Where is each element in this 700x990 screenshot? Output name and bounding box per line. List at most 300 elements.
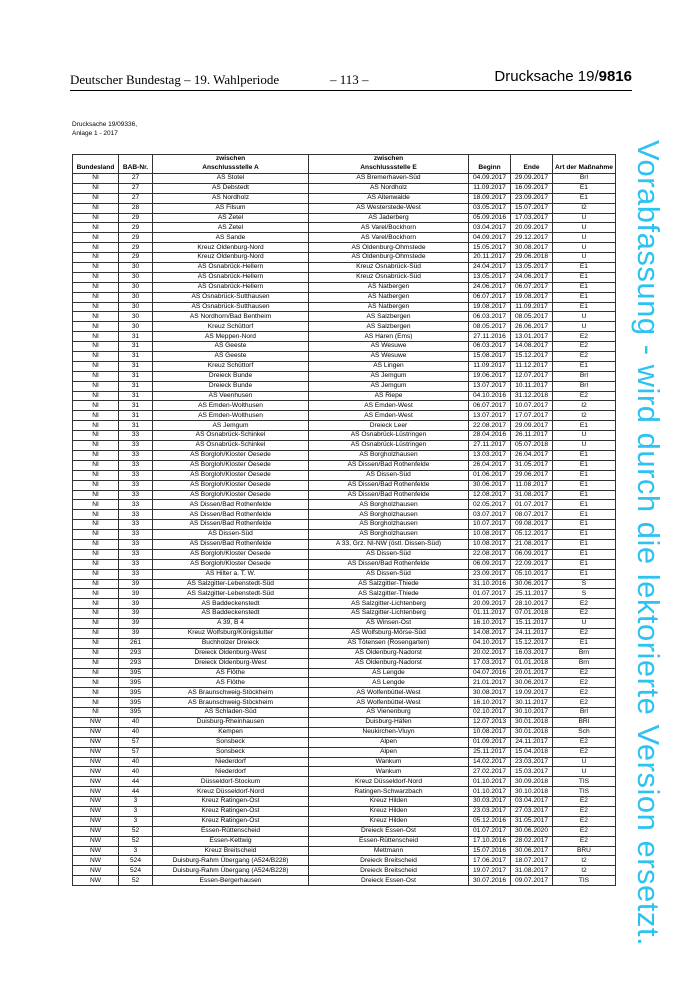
cell-ende: 28.10.2017 [511,599,553,609]
cell-ende: 30.01.2018 [511,727,553,737]
cell-bundesland: NI [73,678,119,688]
cell-bab: 31 [119,342,153,352]
cell-stelle-e: AS Nordholz [309,183,469,193]
cell-bab: 30 [119,302,153,312]
cell-ende: 19.09.2017 [511,688,553,698]
cell-ende: 24.06.2017 [511,272,553,282]
cell-stelle-a: AS Borgloh/Kloster Oesede [153,460,309,470]
cell-bab: 31 [119,421,153,431]
table-row [73,836,616,846]
cell-ende: 11.08.2017 [511,480,553,490]
table-row [73,381,616,391]
table-row [73,569,616,579]
table-row [73,272,616,282]
cell-beginn: 03.04.2017 [469,223,511,233]
cell-art: Brn [553,658,616,668]
table-row [73,797,616,807]
cell-art: U [553,757,616,767]
cell-stelle-e: AS Borgholzhausen [309,510,469,520]
cell-stelle-e: Alpen [309,747,469,757]
cell-bab: 39 [119,589,153,599]
cell-stelle-e: AS Dissen-Süd [309,549,469,559]
table-row [73,361,616,371]
cell-stelle-a: AS Dissen/Bad Rothenfelde [153,539,309,549]
cell-art: E2 [553,678,616,688]
cell-stelle-e: Alpen [309,737,469,747]
cell-bundesland: NI [73,441,119,451]
cell-stelle-a: AS Dissen/Bad Rothenfelde [153,520,309,530]
cell-stelle-a: Dreieck Bunde [153,381,309,391]
cell-stelle-e: AS Wolfenbüttel-West [309,698,469,708]
table-row [73,619,616,629]
cell-ende: 18.07.2017 [511,856,553,866]
cell-stelle-a: Kreuz Wolfsburg/Königslutter [153,628,309,638]
cell-bab: 29 [119,233,153,243]
cell-beginn: 14.08.2017 [469,628,511,638]
cell-ende: 15.07.2017 [511,203,553,213]
cell-stelle-e: AS Jemgum [309,381,469,391]
table-row [73,668,616,678]
th-zwischen-a: zwischen [153,155,309,165]
cell-stelle-e: Wankum [309,757,469,767]
cell-ende: 09.08.2017 [511,520,553,530]
cell-bab: 33 [119,460,153,470]
cell-bab: 3 [119,846,153,856]
cell-bab: 524 [119,856,153,866]
cell-art: I2 [553,401,616,411]
cell-stelle-e: AS Oldenburg-Ohmstede [309,253,469,263]
cell-stelle-a: AS Geeste [153,342,309,352]
cell-stelle-a: Dreieck Oldenburg-West [153,658,309,668]
cell-art: E1 [553,263,616,273]
table-row [73,549,616,559]
cell-bundesland: NI [73,569,119,579]
table-row [73,510,616,520]
cell-bab: 33 [119,480,153,490]
cell-beginn: 27.11.2017 [469,441,511,451]
cell-bundesland: NW [73,787,119,797]
cell-bundesland: NW [73,717,119,727]
cell-bundesland: NI [73,658,119,668]
cell-art: S [553,589,616,599]
cell-stelle-a: AS Emden-Wolthusen [153,401,309,411]
cell-stelle-e: AS Oldenburg-Nadorst [309,648,469,658]
cell-ende: 26.04.2017 [511,450,553,460]
cell-stelle-a: AS Osnabrück-Schinkel [153,431,309,441]
cell-stelle-a: A 39, B 4 [153,619,309,629]
cell-bundesland: NI [73,174,119,184]
table-row [73,431,616,441]
cell-stelle-e: AS Osnabrück-Lüstringen [309,431,469,441]
cell-bundesland: NI [73,619,119,629]
cell-art: E2 [553,599,616,609]
cell-stelle-a: AS Sande [153,233,309,243]
cell-beginn: 13.05.2017 [469,272,511,282]
cell-art: Sch [553,727,616,737]
cell-bab: 40 [119,767,153,777]
cell-bab: 33 [119,450,153,460]
cell-beginn: 12.07.2013 [469,717,511,727]
table-row [73,876,616,886]
cell-stelle-e: Wankum [309,767,469,777]
cell-art: E1 [553,480,616,490]
cell-bab: 30 [119,263,153,273]
table-row [73,342,616,352]
cell-stelle-a: AS Osnabrück-Hellern [153,282,309,292]
cell-ende: 09.07.2017 [511,876,553,886]
table-row [73,411,616,421]
cell-stelle-a: AS Dissen-Süd [153,530,309,540]
cell-bundesland: NI [73,223,119,233]
cell-bab: 293 [119,658,153,668]
cell-ende: 16.03.2017 [511,648,553,658]
th-ende: Ende [511,164,553,174]
cell-bundesland: NW [73,757,119,767]
cell-bundesland: NI [73,233,119,243]
cell-stelle-e: Kreuz Hilden [309,797,469,807]
cell-bundesland: NI [73,421,119,431]
cell-ende: 13.05.2017 [511,263,553,273]
cell-bundesland: NI [73,539,119,549]
table-row [73,282,616,292]
cell-stelle-e: AS Borgholzhausen [309,450,469,460]
cell-stelle-a: AS Borgloh/Kloster Oesede [153,480,309,490]
cell-bundesland: NI [73,530,119,540]
cell-ende: 30.10.2018 [511,787,553,797]
cell-stelle-e: AS Dissen/Bad Rothenfelde [309,460,469,470]
cell-art: E2 [553,332,616,342]
cell-bab: 31 [119,381,153,391]
cell-art: U [553,322,616,332]
cell-bab: 40 [119,757,153,767]
cell-stelle-e: AS Bremerhaven-Süd [309,174,469,184]
cell-bundesland: NI [73,253,119,263]
cell-art: E2 [553,628,616,638]
cell-bab: 33 [119,569,153,579]
cell-stelle-e: Dreieck Essen-Ost [309,876,469,886]
cell-stelle-a: AS Borgloh/Kloster Oesede [153,470,309,480]
cell-ende: 12.07.2017 [511,371,553,381]
cell-stelle-a: Buchholzer Dreieck [153,638,309,648]
cell-beginn: 05.09.2016 [469,213,511,223]
table-row [73,787,616,797]
cell-ende: 08.05.2017 [511,312,553,322]
cell-bundesland: NI [73,599,119,609]
table-row [73,490,616,500]
cell-art: E2 [553,807,616,817]
cell-ende: 17.07.2017 [511,411,553,421]
th-bab: BAB-Nr. [119,164,153,174]
cell-stelle-e: AS Salzgitter-Thiede [309,579,469,589]
drucksache-label: Drucksache 19/ [494,68,599,85]
cell-stelle-a: Dreieck Bunde [153,371,309,381]
cell-bundesland: NI [73,381,119,391]
cell-ende: 15.12.2017 [511,638,553,648]
cell-bab: 44 [119,777,153,787]
cell-art: TIS [553,787,616,797]
cell-bundesland: NI [73,589,119,599]
cell-ende: 30.06.2020 [511,826,553,836]
cell-bundesland: NI [73,470,119,480]
cell-stelle-a: Kreuz Ratingen-Ost [153,807,309,817]
cell-stelle-e: Mettmann [309,846,469,856]
table-row [73,253,616,263]
cell-beginn: 04.10.2016 [469,391,511,401]
cell-art: E1 [553,450,616,460]
cell-bab: 27 [119,193,153,203]
cell-beginn: 22.08.2017 [469,421,511,431]
table-row [73,441,616,451]
table-row [73,579,616,589]
cell-stelle-e: AS Salzgitter-Thiede [309,589,469,599]
drucksache-number [494,68,632,85]
cell-bundesland: NI [73,688,119,698]
cell-beginn: 28.04.2016 [469,431,511,441]
cell-stelle-a: AS Baddeckenstedt [153,609,309,619]
table-row [73,698,616,708]
closures-table [72,154,616,886]
cell-bab: 30 [119,322,153,332]
cell-bab: 395 [119,698,153,708]
cell-ende: 31.08.2017 [511,866,553,876]
cell-stelle-e: Kreuz Osnabrück-Süd [309,272,469,282]
cell-stelle-a: AS Nordholz [153,193,309,203]
cell-stelle-a: AS Osnabrück-Hellern [153,272,309,282]
cell-bundesland: NI [73,460,119,470]
cell-beginn: 17.06.2017 [469,856,511,866]
cell-bab: 33 [119,500,153,510]
table-row [73,589,616,599]
table-row [73,866,616,876]
cell-stelle-a: AS Borgloh/Kloster Oesede [153,490,309,500]
cell-bundesland: NI [73,213,119,223]
table-row [73,826,616,836]
watermark-text: Vorabfassung - wird durch die lektorierte Version ersetzt. [631,140,666,947]
cell-stelle-a: AS Dissen/Bad Rothenfelde [153,500,309,510]
cell-art: E2 [553,737,616,747]
cell-bab: 30 [119,272,153,282]
table-row [73,500,616,510]
cell-ende: 24.11.2017 [511,737,553,747]
cell-art: E2 [553,826,616,836]
cell-stelle-a: AS Salzgitter-Lebenstedt-Süd [153,589,309,599]
reference-line-1: Drucksache 19/09336, [72,121,138,128]
cell-stelle-a: AS Osnabrück-Sutthausen [153,302,309,312]
cell-art: I2 [553,203,616,213]
cell-bab: 30 [119,292,153,302]
cell-beginn: 20.09.2017 [469,599,511,609]
cell-ende: 15.11.2017 [511,619,553,629]
table-row [73,223,616,233]
table-row [73,708,616,718]
cell-beginn: 13.03.2017 [469,450,511,460]
cell-beginn: 01.10.2017 [469,777,511,787]
cell-stelle-e: AS Jaderberg [309,213,469,223]
th-empty-3 [469,155,511,165]
cell-bundesland: NI [73,272,119,282]
table-row [73,658,616,668]
cell-stelle-e: Kreuz Düsseldorf-Nord [309,777,469,787]
cell-bab: 40 [119,727,153,737]
cell-bundesland: NI [73,411,119,421]
cell-beginn: 15.07.2016 [469,846,511,856]
cell-ende: 05.07.2018 [511,441,553,451]
cell-beginn: 01.10.2017 [469,787,511,797]
th-stelle-e: Anschlussstelle E [309,164,469,174]
cell-ende: 15.03.2017 [511,767,553,777]
th-beginn: Beginn [469,164,511,174]
th-art: Art der Maßnahme [553,164,616,174]
cell-stelle-a: AS Braunschweig-Stöckheim [153,688,309,698]
cell-ende: 26.06.2017 [511,322,553,332]
cell-bab: 52 [119,826,153,836]
cell-ende: 10.07.2017 [511,401,553,411]
cell-art: TIS [553,876,616,886]
cell-stelle-a: AS Nordhorn/Bad Bentheim [153,312,309,322]
cell-stelle-a: AS Salzgitter-Lebenstedt-Süd [153,579,309,589]
cell-stelle-e: AS Dissen/Bad Rothenfelde [309,490,469,500]
th-zwischen-e: zwischen [309,155,469,165]
cell-bundesland: NI [73,579,119,589]
cell-stelle-a: AS Filsum [153,203,309,213]
cell-art: U [553,223,616,233]
table-row [73,628,616,638]
cell-stelle-e: Dreieck Breitscheid [309,856,469,866]
cell-bundesland: NI [73,450,119,460]
cell-beginn: 30.03.2017 [469,797,511,807]
table-row [73,352,616,362]
cell-stelle-a: Duisburg-Rahm Übergang (A524/B228) [153,856,309,866]
table-row [73,648,616,658]
cell-beginn: 10.07.2017 [469,520,511,530]
cell-bundesland: NW [73,846,119,856]
cell-beginn: 06.09.2017 [469,559,511,569]
cell-bab: 33 [119,490,153,500]
cell-stelle-a: AS Osnabrück-Schinkel [153,441,309,451]
cell-art: E2 [553,797,616,807]
cell-stelle-e: AS Salzbergen [309,322,469,332]
cell-bundesland: NI [73,648,119,658]
cell-stelle-e: Duisburg-Häfen [309,717,469,727]
table-row [73,539,616,549]
cell-art: Brn [553,648,616,658]
cell-beginn: 16.10.2017 [469,619,511,629]
drucksache-num: 9816 [598,68,632,85]
cell-ende: 31.12.2018 [511,391,553,401]
cell-ende: 30.09.2018 [511,777,553,787]
cell-stelle-a: Kreuz Oldenburg-Nord [153,243,309,253]
cell-beginn: 31.10.2016 [469,579,511,589]
cell-stelle-a: Essen-Kettwig [153,836,309,846]
table-row [73,480,616,490]
cell-stelle-e: AS Natbergen [309,282,469,292]
table-row [73,470,616,480]
cell-ende: 16.09.2017 [511,183,553,193]
cell-ende: 30.11.2017 [511,698,553,708]
cell-stelle-e: AS Tötensen (Rosengarten) [309,638,469,648]
cell-bundesland: NI [73,342,119,352]
cell-art: E1 [553,361,616,371]
cell-beginn: 01.07.2017 [469,589,511,599]
cell-ende: 22.09.2017 [511,559,553,569]
cell-art: I2 [553,866,616,876]
cell-art: E1 [553,520,616,530]
cell-bab: 31 [119,371,153,381]
cell-bab: 57 [119,747,153,757]
cell-bab: 39 [119,599,153,609]
cell-stelle-a: AS Dissen/Bad Rothenfelde [153,510,309,520]
cell-bundesland: NW [73,826,119,836]
cell-ende: 05.12.2017 [511,530,553,540]
cell-stelle-a: AS Schladen-Süd [153,708,309,718]
table-row [73,520,616,530]
cell-beginn: 06.03.2017 [469,342,511,352]
table-row [73,727,616,737]
cell-beginn: 10.08.2017 [469,539,511,549]
cell-ende: 21.08.2017 [511,539,553,549]
cell-art: E2 [553,391,616,401]
cell-stelle-e: Dreieck Essen-Ost [309,826,469,836]
cell-ende: 20.01.2017 [511,668,553,678]
cell-beginn: 22.08.2017 [469,549,511,559]
cell-bab: 261 [119,638,153,648]
cell-ende: 30.06.2017 [511,846,553,856]
cell-bundesland: NI [73,332,119,342]
cell-stelle-e: AS Natbergen [309,292,469,302]
cell-beginn: 12.08.2017 [469,490,511,500]
cell-beginn: 14.02.2017 [469,757,511,767]
cell-art: U [553,619,616,629]
cell-bab: 39 [119,619,153,629]
cell-beginn: 27.02.2017 [469,767,511,777]
cell-ende: 30.01.2018 [511,717,553,727]
cell-beginn: 06.03.2017 [469,312,511,322]
cell-stelle-a: Kreuz Schüttorf [153,322,309,332]
watermark [628,140,668,947]
cell-beginn: 24.06.2017 [469,282,511,292]
cell-bundesland: NW [73,807,119,817]
cell-art: U [553,233,616,243]
cell-stelle-e: AS Varel/Bockhorn [309,233,469,243]
table-row [73,312,616,322]
cell-stelle-e: AS Lengde [309,668,469,678]
cell-bundesland: NW [73,797,119,807]
cell-stelle-e: AS Altenwalde [309,193,469,203]
cell-stelle-a: AS Osnabrück-Sutthausen [153,292,309,302]
cell-stelle-a: Düsseldorf-Stockum [153,777,309,787]
cell-art: BRI [553,717,616,727]
cell-art: E1 [553,530,616,540]
cell-bundesland: NI [73,352,119,362]
cell-beginn: 01.11.2017 [469,609,511,619]
cell-bundesland: NI [73,361,119,371]
cell-art: U [553,441,616,451]
table-row [73,609,616,619]
cell-bundesland: NI [73,500,119,510]
cell-beginn: 13.07.2017 [469,381,511,391]
cell-beginn: 13.07.2017 [469,411,511,421]
cell-bab: 395 [119,678,153,688]
cell-ende: 31.05.2017 [511,460,553,470]
cell-art: E1 [553,539,616,549]
cell-art: E1 [553,183,616,193]
th-empty-1 [73,155,119,165]
th-bundesland: Bundesland [73,164,119,174]
cell-stelle-e: AS Wesuwe [309,342,469,352]
cell-stelle-e: AS Oldenburg-Ohmstede [309,243,469,253]
cell-bab: 3 [119,816,153,826]
cell-ende: 30.08.2017 [511,243,553,253]
